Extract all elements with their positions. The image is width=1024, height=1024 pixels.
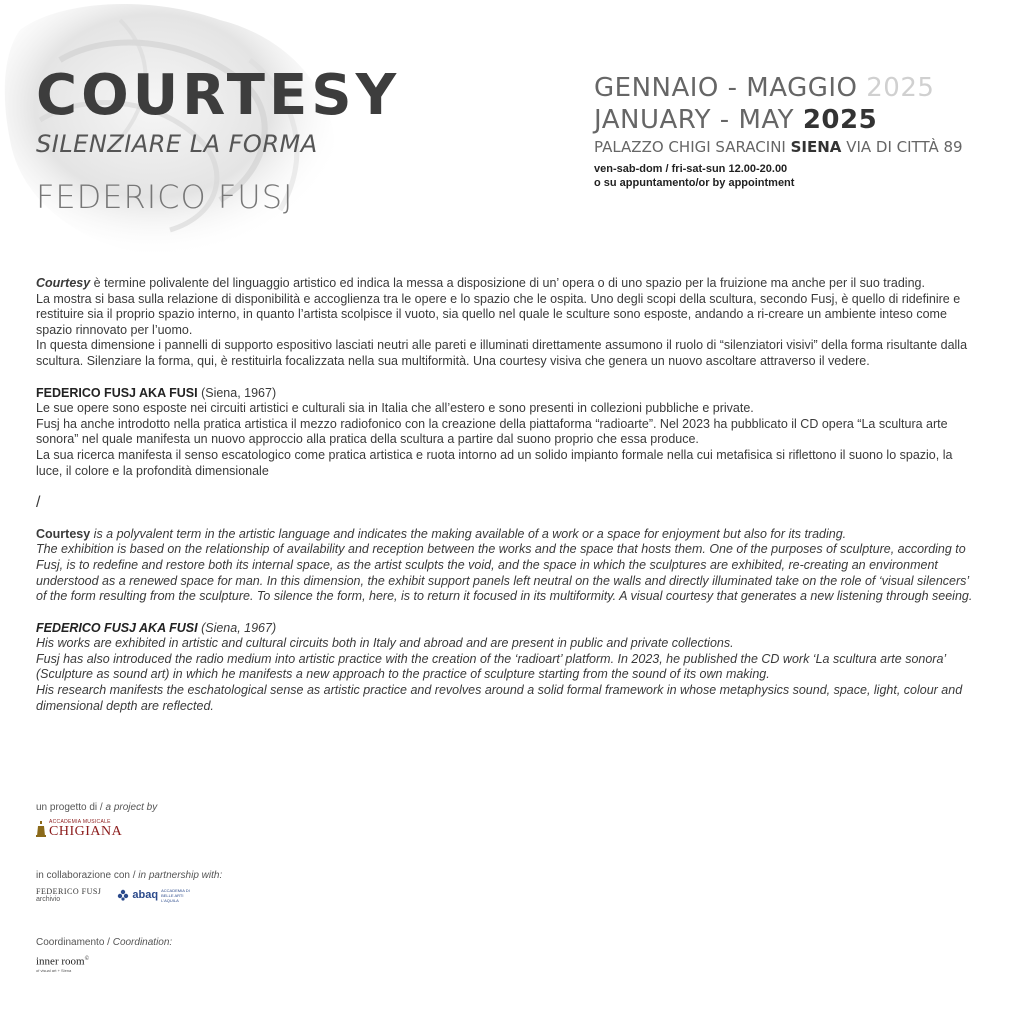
english-bio-paragraph-3: His research manifests the eschatological sense as artistic practice and revolves around a solid formal framework in whose metaphysics sound, space, light, colour and dimensional depth are reflected. [36, 683, 963, 713]
italian-paragraph-2: La mostra si basa sulla relazione di disponibilità e accoglienza tra le opere e lo spazio che le ospita. Uno degli scopi della scultura, secondo Fusj, è quello di ridefinire e restituire sia il proprio spazio interno, in quanto l’artista scolpisce il vuoto, sia quello nel quale le sculture sono esposte, andando a ri-creare un ambiente inteso come spazio rinnovato per l’uomo. [36, 291, 961, 337]
opening-hours-days: ven-sab-dom / fri-sat-sun 12.00-20.00 [594, 163, 788, 175]
dates-english-text: JANUARY - MAY [594, 105, 795, 135]
partner-label-en: in partnership with: [135, 870, 223, 881]
inner-room-logo [36, 954, 222, 973]
venue-name: PALAZZO CHIGI SARACINI [594, 138, 786, 156]
fusj-archive-logo [36, 887, 101, 903]
english-paragraph-1-text: is a polyvalent term in the artistic language and indicates the making available of a work or a space for enjoyment but also for its trading. [90, 526, 847, 541]
project-label-it: un progetto di / [36, 802, 103, 813]
dates-italian-year: 2025 [866, 73, 935, 103]
english-bio-paragraph-1: His works are exhibited in artistic and cultural circuits both in Italy and abroad and are present in public and private collections. [36, 636, 734, 651]
body-text [36, 276, 974, 714]
exhibition-title: COURTESY [36, 63, 401, 128]
chigiana-logo-name: CHIGIANA [49, 824, 123, 839]
dates-italian-text: GENNAIO - MAGGIO [594, 73, 858, 103]
dates-english-year: 2025 [802, 105, 878, 135]
header-left [36, 63, 401, 216]
chigiana-emblem-icon [36, 821, 46, 837]
abaq-logo-sub: ACCADEMIA DI BELLE ARTI L'AQUILA [161, 887, 190, 903]
partner-logos [36, 887, 222, 903]
chigiana-logo-small: ACCADEMIA MUSICALE [49, 819, 111, 825]
chigiana-logo [36, 819, 222, 838]
language-separator: / [36, 494, 41, 512]
english-bio-paragraph-2: Fusj has also introduced the radio medium into artistic practice with the creation of the ‘radioart’ platform. In 2023, he published the CD work ‘La scultura arte sonora’ (Sculpture as sound art) in which he manifests a new approach to the practice of sculpture starting from the sound of its own making. [36, 651, 946, 682]
fusj-logo-sub: archivio [36, 896, 61, 903]
partner-label [36, 870, 222, 881]
project-label-en: a project by [102, 802, 158, 813]
italian-bio-paragraph-1: Le sue opere sono esposte nei circuiti artistici e culturali sia in Italia che all’estero e sono presenti in collezioni pubbliche e private. [36, 401, 754, 416]
italian-bio-paragraph-3: La sua ricerca manifesta il senso escatologico come pratica artistica e ruota intorno ad un solido impianto formale nella cui metafisica si riflettono il suono lo spazio, la luce, il colore e la profondità dimensionale [36, 447, 953, 478]
header-right [594, 72, 963, 190]
venue-address: VIA DI CITTÀ 89 [846, 138, 963, 156]
exhibition-subtitle: SILENZIARE LA FORMA [36, 130, 318, 158]
english-bio-heading [36, 621, 974, 637]
coordination-label-en: Coordination: [109, 937, 173, 948]
partner-label-it: in collaborazione con / [36, 870, 136, 881]
venue [594, 138, 963, 156]
inner-room-logo-sub: of visual art + Siena [36, 967, 72, 973]
venue-city: SIENA [790, 138, 842, 156]
coordination-label-it: Coordinamento / [36, 937, 110, 948]
inner-room-logo-name: inner room [36, 955, 85, 968]
dates-italian [594, 72, 963, 104]
english-lead-word: Courtesy [36, 526, 91, 541]
english-paragraph-1 [36, 527, 974, 543]
italian-bio-paragraph-2: Fusj ha anche introdotto nella pratica artistica il mezzo radiofonico con la creazione della piattaforma “radioarte”. Nel 2023 ha pubblicato il CD opera “La scultura arte sonora” nel quale manifesta un nuovo approccio alla pratica della scultura a partire dal suono proprio che essa produce. [36, 416, 948, 447]
project-label [36, 802, 222, 813]
abaq-logo-name: abaq [132, 889, 159, 901]
artist-name: FEDERICO FUSJ [36, 178, 294, 216]
italian-bio-meta: (Siena, 1967) [197, 385, 277, 400]
english-paragraph-2: The exhibition is based on the relationship of availability and reception between the works and the space that hosts them. One of the purposes of sculpture, according to Fusj, is to redefine and restore both its internal space, as the artist sculpts the void, and the space in which the sculptures are exhibited, re-creating an environment understood as a renewed space for man. In this dimension, the exhibit support panels left neutral on the walls and directly illuminated take on the role of ‘visual silencers’ of the form resulting from the sculpture. To silence the form, here, is to return it focused in its multiformity. A visual courtesy that generates a new listening through seeing. [36, 542, 973, 604]
credits [36, 802, 222, 973]
opening-hours-appointment: o su appuntamento/or by appointment [594, 177, 795, 189]
opening-hours [594, 162, 963, 190]
abaq-logo [117, 888, 201, 903]
english-section [36, 527, 974, 715]
italian-paragraph-3: In questa dimensione i pannelli di supporto espositivo lasciati neutri alle pareti e illuminati direttamente assumono il ruolo di “silenziatori visivi” della forma risultante dalla scultura. Silenziare la forma, qui, è restituirla focalizzata nella sua multiformità. Una courtesy visiva che genera un nuovo ascoltare attraverso il vedere. [36, 338, 968, 368]
coordination-label [36, 937, 222, 948]
inner-room-logo-mark: © [84, 956, 90, 962]
italian-bio-name: FEDERICO FUSJ AKA FUSI [36, 385, 198, 400]
fusj-logo-name: FEDERICO FUSJ [36, 887, 102, 896]
english-bio-meta: (Siena, 1967) [197, 620, 277, 635]
dates-english [594, 104, 963, 136]
italian-paragraph-1-text: è termine polivalente del linguaggio artistico ed indica la messa a disposizione di un’ opera o di uno spazio per la fruizione ma anche per il suo trading. [90, 276, 925, 290]
english-bio-name: FEDERICO FUSJ AKA FUSI [36, 620, 198, 635]
italian-paragraph-1 [36, 276, 974, 292]
abaq-flower-icon [117, 889, 129, 901]
italian-bio-heading [36, 386, 974, 402]
italian-lead-word: Courtesy [36, 276, 91, 290]
